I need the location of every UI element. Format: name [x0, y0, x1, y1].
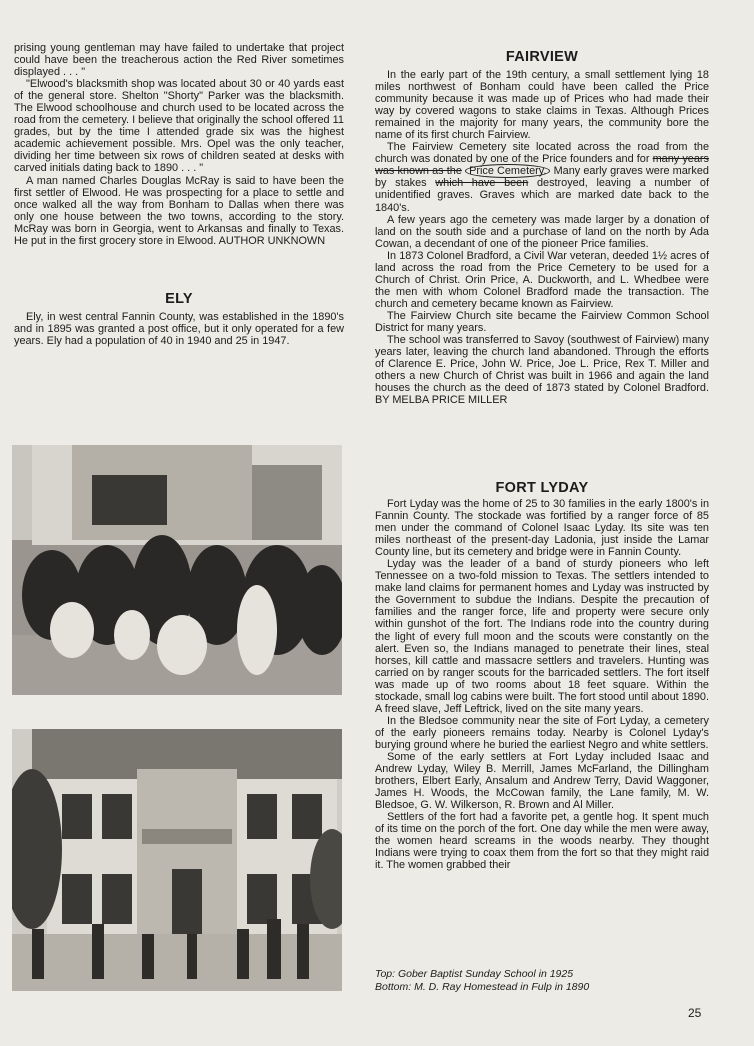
paragraph-cemetery	[375, 141, 709, 213]
struck-text: which have been	[435, 177, 529, 190]
section-heading-fort-lyday: FORT LYDAY	[495, 480, 589, 496]
section-heading-ely: ELY	[165, 291, 193, 307]
fairview-section	[375, 69, 709, 406]
circled-text: Price Cemetery.	[465, 164, 550, 178]
paragraph: The Fairview Church site became the Fairview Common School District for many years.	[375, 309, 709, 334]
ely-section	[14, 311, 344, 347]
caption-bottom: Bottom: M. D. Ray Homestead in Fulp in 1890	[375, 980, 590, 993]
struck-text: many years was known as the	[375, 153, 709, 178]
paragraph: Some of the early settlers at Fort Lyday included Isaac and Andrew Lyday, Wiley B. Merrill, James McFarland, the Dillingham brothers, Elbert Early, Ansalum and Andrew Terry, David Waggoner, James H. Woods, the McCowan family, the Lane family, M. W. Bledsoe, G. W. Wilkerson, R. Brown and Al Miller.	[375, 750, 709, 812]
paragraph: The school was transferred to Savoy (southwest of Fairview) many years later, leaving the church land abandoned. Through the efforts of Clarence E. Price, John W. Price, Joe L. Price, Rex T. Miller and others a new Church of Christ was built in 1966 and again the land houses the church as the deed of 1873 stated by Colonel Bradford. BY MELBA PRICE MILLER	[375, 334, 709, 407]
paragraph: In the early part of the 19th century, a small settlement lying 18 miles northwest of Bonham could have been called the Price community because it was made up of Prices who had made their way by covered wagons to stake claims in Texas. Although Prices remained in the majority for many years, the community bore the name of its first church Fairview.	[375, 69, 709, 142]
text-run: destroyed, leaving a number of unidentified graves. Graves which are marked date back to the 1840's.	[375, 177, 709, 214]
paragraph: Settlers of the fort had a favorite pet, a gentle hog. It spent much of its time on the porch of the fort. One day while the men were away, the women heard screams in the woods nearby. They thought Indians were trying to coax them from the fort so that they might raid it. The women grabbed their	[375, 811, 709, 872]
fort-lyday-section	[375, 498, 709, 871]
paragraph: In 1873 Colonel Bradford, a Civil War veteran, deeded 1½ acres of land across the road from the Price Cemetery to be used for a Church of Christ. Orin Price, A. Duckworth, and L. Whedbee were the men with whom Colonel Bradford made the transaction. The church and cemetery became known as Fairview.	[375, 249, 709, 310]
paragraph: "Elwood's blacksmith shop was located about 30 or 40 yards east of the general store. Shelton "Shorty" Parker was the blacksmith. The Elwood schoolhouse and church used to be located across the road from the cemetery. I believe that originally the school offered 11 grades, but by the time I attended grade six was the highest academic achievement possible. Mrs. Opel was the only teacher, dividing her time between six rows of children seated at desks with carved initials dating back to 1890 . . . "	[14, 78, 344, 175]
paragraph: A few years ago the cemetery was made larger by a donation of land on the south side and a purchase of land on the north by Ada Cowan, a decendant of one of the pioneer Price families.	[375, 213, 709, 250]
left-column	[14, 42, 344, 247]
paragraph: A man named Charles Douglas McRay is said to have been the first settler of Elwood. He was prospecting for a place to settle and once walked all the way from Bonham to Dallas when there was only one house between the two towns, according to the story. McRay was born in Georgia, went to Arkansas and finally to Texas. He put in the first grocery store in Elwood. AUTHOR UNKNOWN	[14, 174, 344, 247]
paragraph: Lyday was the leader of a band of sturdy pioneers who left Tennessee on a two-fold mission to Texas. The settlers intended to make land claims for permanent homes and Lyday was instructed by the Government to subdue the Indians. Despite the precaution of families and the ranger force, life and property were secure only within gunshot of the fort. The Indians rode into the country during the light of every full moon and the scouts were constantly on the alert. Even so, the Indians managed to penetrate their lines, steal horses, kill cattle and massacre settlers and travelers. Hunting was carried on by ranger scouts for the barricaded settlers. The fort itself was made up of two rooms about 18 feet square. Within the stockade, small log cabins were built. The fort stood until about 1890. A freed slave, Jeff Leftrick, lived on the site many years.	[375, 558, 709, 715]
photo-captions	[375, 968, 709, 993]
photo-homestead	[12, 729, 342, 991]
caption-top: Top: Gober Baptist Sunday School in 1925	[375, 968, 574, 980]
page-number: 25	[688, 1006, 702, 1020]
paragraph: Ely, in west central Fannin County, was established in the 1890's and in 1895 was granted a post office, but it only operated for a few years. Ely had a population of 40 in 1940 and 25 in 1947.	[14, 311, 344, 348]
paragraph: prising young gentleman may have failed to undertake that project could have been the treacherous action the Red River sometimes displayed . . . "	[14, 42, 344, 79]
text-run: Many early graves were marked by stakes	[375, 165, 709, 190]
paragraph: In the Bledsoe community near the site of Fort Lyday, a cemetery of the early pioneers remains today. Nearby is Colonel Lyday's burying ground where he buried the earliest Negro and white settlers.	[375, 714, 709, 751]
paragraph: Fort Lyday was the home of 25 to 30 families in the early 1800's in Fannin County. The stockade was fortified by a ranger force of 85 men under the command of Colonel Isaac Lyday. Its site was ten miles northeast of the present-day Ladonia, just inside the Lamar County line, but its cemetery and bridge were in Fannin County.	[375, 498, 709, 559]
group-photo-sunday-school	[12, 445, 342, 695]
text-run: The Fairview Cemetery site located across the road from the church was donated by one of the Price founders and for	[375, 141, 709, 166]
section-heading-fairview: FAIRVIEW	[505, 49, 579, 65]
